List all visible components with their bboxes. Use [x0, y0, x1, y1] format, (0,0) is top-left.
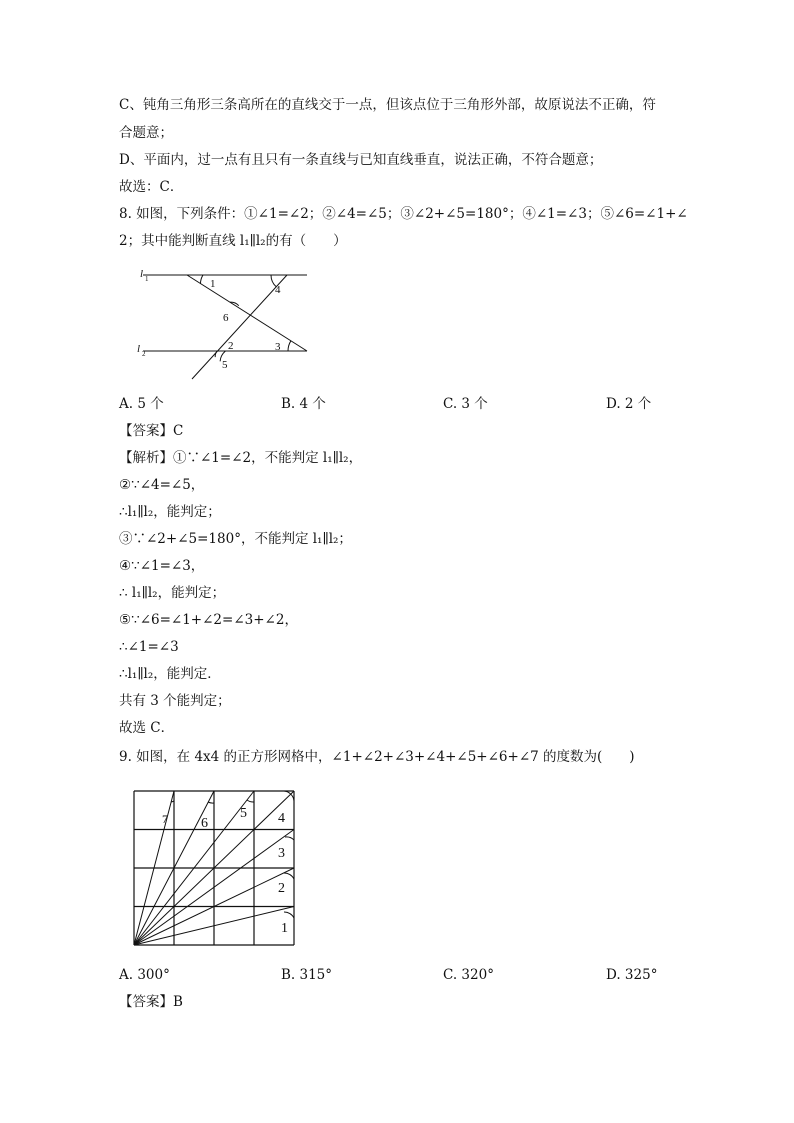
analysis-line: ④∵∠1=∠3， [119, 558, 205, 574]
analysis-line: ⑤∵∠6=∠1+∠2=∠3+∠2， [119, 612, 298, 628]
analysis-line: ②∵∠4=∠5， [119, 477, 205, 493]
analysis-line: ∴l₁∥l₂，能判定． [119, 666, 221, 682]
figure-parallel-lines [125, 262, 315, 387]
angle-label-2: 2 [278, 881, 285, 896]
question-9-stem: 9. 如图，在 4x4 的正方形网格中，∠1+∠2+∠3+∠4+∠5+∠6+∠7 的度数为( ) [119, 749, 635, 765]
answer-label: 【答案】C [119, 423, 184, 439]
label-l1: l [140, 268, 144, 280]
angle-label-1: 1 [281, 921, 288, 936]
question-8-stem: 8. 如图，下列条件：①∠1=∠2；②∠4=∠5；③∠2+∠5=180°；④∠1=∠3；⑤∠6=∠1+∠ [119, 206, 688, 222]
angle-label-6: 6 [201, 816, 208, 831]
analysis-line: ∴∠1=∠3 [119, 639, 179, 655]
figure-grid-angles [130, 787, 298, 952]
q8-option-c: C. 3 个 [443, 396, 488, 412]
text-line: 合题意； [119, 125, 173, 141]
q9-option-c: C. 320° [443, 967, 494, 983]
q8-option-d: D. 2 个 [606, 396, 652, 412]
analysis-line: ③∵∠2+∠5=180°，不能判定 l₁∥l₂； [119, 531, 352, 547]
label-l1-sub: 1 [145, 275, 149, 283]
q8-option-a: A. 5 个 [119, 396, 164, 412]
label-l2: l [137, 343, 141, 355]
angle-label-4: 4 [278, 811, 285, 826]
question-8-stem-cont: 2；其中能判断直线 l₁∥l₂的有（ ） [119, 233, 347, 249]
answer-label: 【答案】B [119, 994, 183, 1010]
analysis-line: ∴l₁∥l₂，能判定； [119, 504, 221, 520]
q9-option-d: D. 325° [606, 967, 658, 983]
q8-option-b: B. 4 个 [281, 396, 326, 412]
analysis-line: 故选 C． [119, 720, 175, 736]
q9-option-b: B. 315° [281, 967, 333, 983]
q9-option-a: A. 300° [119, 967, 170, 983]
label-l2-sub: 2 [142, 350, 146, 358]
analysis-line: 共有 3 个能判定； [119, 693, 231, 709]
analysis-line: ∴ l₁∥l₂，能判定； [119, 585, 226, 601]
angle-label-3: 3 [275, 341, 281, 353]
analysis-line: 【解析】①∵∠1=∠2，不能判定 l₁∥l₂， [119, 450, 363, 466]
angle-label-5: 5 [240, 806, 247, 821]
angle-label-2: 2 [228, 340, 234, 352]
angle-label-1: 1 [210, 278, 216, 290]
angle-label-4: 4 [275, 284, 281, 296]
angle-label-7: 7 [162, 812, 168, 826]
angle-label-6: 6 [223, 312, 229, 324]
angle-label-5: 5 [222, 359, 228, 371]
text-line: C、钝角三角形三条高所在的直线交于一点，但该点位于三角形外部，故原说法不正确，符 [119, 97, 656, 113]
text-line: 故选：C． [119, 179, 184, 195]
angle-label-3: 3 [278, 846, 285, 861]
text-line: D、平面内，过一点有且只有一条直线与已知直线垂直，说法正确，不符合题意； [119, 152, 603, 168]
